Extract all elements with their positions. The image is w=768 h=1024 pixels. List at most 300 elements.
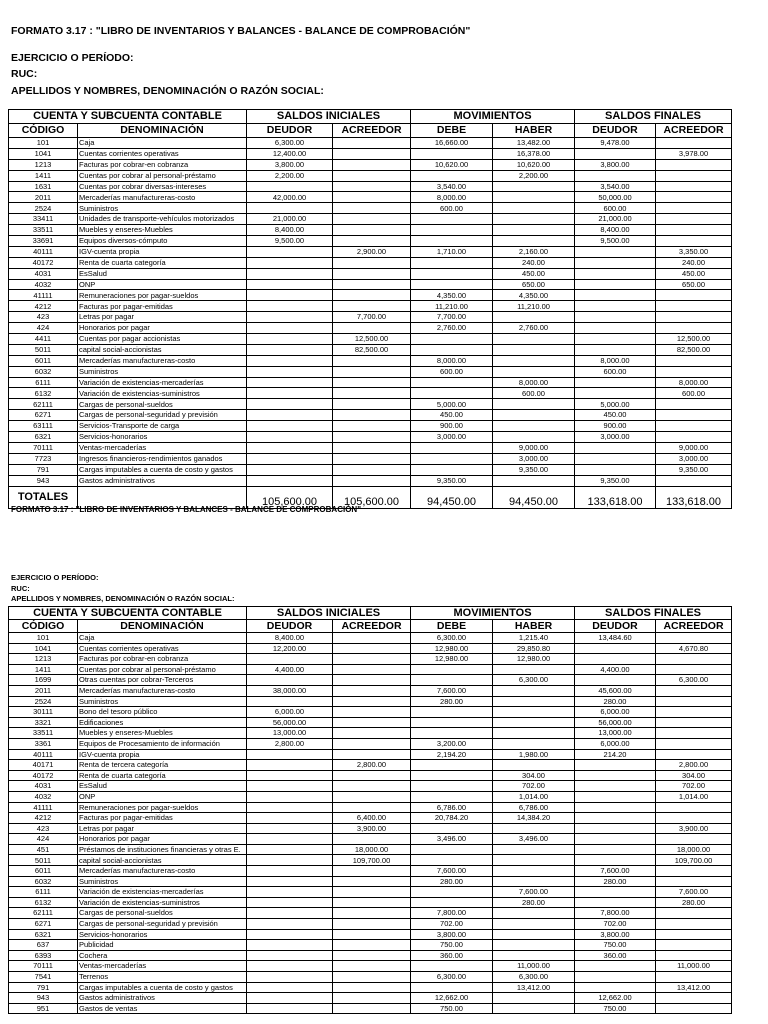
account-code: 40111	[9, 749, 78, 760]
initial-acreedor	[333, 961, 411, 972]
account-name: Cargas de personal-sueldos	[78, 908, 247, 919]
haber	[493, 214, 575, 225]
initial-acreedor	[333, 791, 411, 802]
initial-acreedor	[333, 654, 411, 665]
final-acreedor	[656, 1003, 732, 1014]
account-name: Facturas por pagar-emitidas	[78, 301, 247, 312]
debe	[411, 268, 493, 279]
table-row	[9, 993, 732, 1004]
final-deudor: 3,800.00	[575, 159, 656, 170]
account-name: Muebles y enseres-Muebles	[78, 728, 247, 739]
initial-acreedor	[333, 866, 411, 877]
haber: 6,300.00	[493, 972, 575, 983]
total-initial-deudor: 105,600.00	[247, 486, 333, 508]
final-acreedor: 18,000.00	[656, 844, 732, 855]
final-acreedor	[656, 290, 732, 301]
initial-acreedor	[333, 432, 411, 443]
debe	[411, 770, 493, 781]
initial-acreedor	[333, 464, 411, 475]
initial-deudor	[247, 268, 333, 279]
account-name: Variación de existencias-mercaderías	[78, 377, 247, 388]
col-initial-acreedor-2: ACREEDOR	[333, 620, 411, 633]
haber: 16,378.00	[493, 148, 575, 159]
haber: 450.00	[493, 268, 575, 279]
final-acreedor	[656, 685, 732, 696]
initial-acreedor	[333, 929, 411, 940]
initial-acreedor	[333, 919, 411, 930]
table-row	[9, 664, 732, 675]
table-row	[9, 268, 732, 279]
table-row	[9, 696, 732, 707]
haber: 650.00	[493, 279, 575, 290]
account-code: 1041	[9, 148, 78, 159]
account-name: Cuentas por pagar accionistas	[78, 334, 247, 345]
account-code: 637	[9, 940, 78, 951]
debe	[411, 707, 493, 718]
account-name: Variación de existencias-mercaderías	[78, 887, 247, 898]
initial-deudor	[247, 897, 333, 908]
table-row	[9, 717, 732, 728]
table-row	[9, 929, 732, 940]
final-acreedor	[656, 728, 732, 739]
final-acreedor	[656, 475, 732, 486]
initial-deudor: 3,800.00	[247, 159, 333, 170]
haber: 6,300.00	[493, 675, 575, 686]
haber: 6,786.00	[493, 802, 575, 813]
final-deudor: 3,800.00	[575, 929, 656, 940]
initial-deudor	[247, 823, 333, 834]
account-name: IGV-cuenta propia	[78, 749, 247, 760]
initial-acreedor	[333, 982, 411, 993]
haber	[493, 366, 575, 377]
initial-deudor: 6,000.00	[247, 707, 333, 718]
table-row	[9, 148, 732, 159]
final-deudor	[575, 982, 656, 993]
debe: 7,600.00	[411, 685, 493, 696]
total-debe: 94,450.00	[411, 486, 493, 508]
initial-acreedor	[333, 685, 411, 696]
final-deudor: 750.00	[575, 940, 656, 951]
debe: 6,300.00	[411, 972, 493, 983]
initial-deudor	[247, 972, 333, 983]
initial-deudor	[247, 675, 333, 686]
initial-acreedor	[333, 908, 411, 919]
haber	[493, 685, 575, 696]
haber: 3,000.00	[493, 453, 575, 464]
debe: 11,210.00	[411, 301, 493, 312]
final-deudor	[575, 170, 656, 181]
final-deudor: 7,800.00	[575, 908, 656, 919]
debe: 600.00	[411, 366, 493, 377]
final-deudor	[575, 802, 656, 813]
table-row	[9, 181, 732, 192]
final-acreedor	[656, 366, 732, 377]
initial-deudor	[247, 940, 333, 951]
initial-deudor	[247, 181, 333, 192]
debe: 8,000.00	[411, 192, 493, 203]
account-name: Cuentas por cobrar al personal-préstamo	[78, 664, 247, 675]
account-name: Gastos de ventas	[78, 1003, 247, 1014]
account-name: Facturas por pagar-emitidas	[78, 813, 247, 824]
final-deudor	[575, 388, 656, 399]
table-row	[9, 214, 732, 225]
initial-deudor: 9,500.00	[247, 236, 333, 247]
final-deudor	[575, 770, 656, 781]
account-code: 33691	[9, 236, 78, 247]
final-acreedor: 8,000.00	[656, 377, 732, 388]
debe	[411, 279, 493, 290]
account-code: 423	[9, 823, 78, 834]
period-label: EJERCICIO O PERÍODO:	[11, 52, 134, 64]
haber: 280.00	[493, 897, 575, 908]
initial-acreedor	[333, 696, 411, 707]
debe	[411, 664, 493, 675]
final-acreedor: 82,500.00	[656, 344, 732, 355]
debe	[411, 442, 493, 453]
ruc-label: RUC:	[11, 68, 38, 80]
table-row	[9, 246, 732, 257]
account-code: 6011	[9, 866, 78, 877]
initial-acreedor	[333, 950, 411, 961]
account-name: Facturas por cobrar-en cobranza	[78, 654, 247, 665]
final-acreedor	[656, 749, 732, 760]
table-row	[9, 312, 732, 323]
col-final-deudor-2: DEUDOR	[575, 620, 656, 633]
final-deudor: 750.00	[575, 1003, 656, 1014]
initial-deudor	[247, 1003, 333, 1014]
initial-acreedor: 2,800.00	[333, 760, 411, 771]
account-code: 63111	[9, 421, 78, 432]
account-name: Cargas de personal-seguridad y previsión	[78, 919, 247, 930]
account-name: Letras por pagar	[78, 823, 247, 834]
final-acreedor	[656, 170, 732, 181]
col-debe-2: DEBE	[411, 620, 493, 633]
total-final-deudor: 133,618.00	[575, 486, 656, 508]
initial-acreedor	[333, 442, 411, 453]
final-deudor: 13,484.60	[575, 633, 656, 644]
debe: 20,784.20	[411, 813, 493, 824]
final-acreedor	[656, 664, 732, 675]
account-code: 6132	[9, 897, 78, 908]
final-acreedor	[656, 908, 732, 919]
haber: 13,412.00	[493, 982, 575, 993]
initial-deudor	[247, 844, 333, 855]
initial-acreedor	[333, 897, 411, 908]
initial-deudor	[247, 802, 333, 813]
header-group-movements: MOVIMIENTOS	[411, 110, 575, 124]
initial-deudor	[247, 323, 333, 334]
trial-balance-table-2	[8, 606, 732, 1014]
final-acreedor: 11,000.00	[656, 961, 732, 972]
initial-acreedor	[333, 475, 411, 486]
initial-deudor	[247, 876, 333, 887]
initial-acreedor	[333, 170, 411, 181]
table-row	[9, 919, 732, 930]
initial-deudor	[247, 399, 333, 410]
final-deudor: 214.20	[575, 749, 656, 760]
initial-acreedor	[333, 377, 411, 388]
initial-deudor: 42,000.00	[247, 192, 333, 203]
account-code: 951	[9, 1003, 78, 1014]
table-row	[9, 802, 732, 813]
account-name: Cochera	[78, 950, 247, 961]
final-acreedor: 1,014.00	[656, 791, 732, 802]
table-row	[9, 738, 732, 749]
table-row	[9, 323, 732, 334]
haber	[493, 192, 575, 203]
initial-deudor	[247, 982, 333, 993]
account-code: 1411	[9, 170, 78, 181]
haber	[493, 993, 575, 1004]
final-deudor	[575, 453, 656, 464]
debe: 3,496.00	[411, 834, 493, 845]
account-name: Honorarios por pagar	[78, 834, 247, 845]
haber	[493, 432, 575, 443]
account-name: IGV-cuenta propia	[78, 246, 247, 257]
initial-acreedor	[333, 214, 411, 225]
initial-acreedor	[333, 399, 411, 410]
final-acreedor	[656, 203, 732, 214]
table-row	[9, 728, 732, 739]
table-row	[9, 707, 732, 718]
account-code: 6132	[9, 388, 78, 399]
table-row	[9, 961, 732, 972]
final-acreedor	[656, 312, 732, 323]
account-code: 6271	[9, 919, 78, 930]
initial-acreedor: 6,400.00	[333, 813, 411, 824]
debe: 3,540.00	[411, 181, 493, 192]
haber: 2,200.00	[493, 170, 575, 181]
initial-deudor: 4,400.00	[247, 664, 333, 675]
account-code: 6032	[9, 876, 78, 887]
initial-acreedor	[333, 876, 411, 887]
final-acreedor: 450.00	[656, 268, 732, 279]
account-code: 4032	[9, 279, 78, 290]
initial-acreedor	[333, 323, 411, 334]
table-row	[9, 781, 732, 792]
debe: 4,350.00	[411, 290, 493, 301]
final-deudor: 12,662.00	[575, 993, 656, 1004]
haber	[493, 844, 575, 855]
account-name: Servicios-honorarios	[78, 929, 247, 940]
haber: 7,600.00	[493, 887, 575, 898]
account-name: Cuentas por cobrar al personal-préstamo	[78, 170, 247, 181]
initial-acreedor: 3,900.00	[333, 823, 411, 834]
debe	[411, 170, 493, 181]
final-deudor: 360.00	[575, 950, 656, 961]
debe: 1,710.00	[411, 246, 493, 257]
initial-acreedor	[333, 633, 411, 644]
initial-acreedor	[333, 203, 411, 214]
debe	[411, 257, 493, 268]
account-code: 943	[9, 475, 78, 486]
haber	[493, 707, 575, 718]
debe	[411, 897, 493, 908]
final-acreedor	[656, 876, 732, 887]
initial-deudor	[247, 908, 333, 919]
initial-acreedor	[333, 290, 411, 301]
header-group-final-balances: SALDOS FINALES	[575, 110, 732, 124]
account-name: Bono del tesoro público	[78, 707, 247, 718]
final-deudor	[575, 760, 656, 771]
debe	[411, 453, 493, 464]
debe	[411, 982, 493, 993]
haber: 2,160.00	[493, 246, 575, 257]
col-haber: HABER	[493, 124, 575, 138]
final-deudor: 8,000.00	[575, 355, 656, 366]
table-row	[9, 940, 732, 951]
table-row	[9, 791, 732, 802]
debe	[411, 855, 493, 866]
final-acreedor: 7,600.00	[656, 887, 732, 898]
initial-acreedor: 109,700.00	[333, 855, 411, 866]
debe	[411, 334, 493, 345]
account-name: Edificaciones	[78, 717, 247, 728]
final-deudor: 3,000.00	[575, 432, 656, 443]
account-code: 33411	[9, 214, 78, 225]
col-initial-acreedor: ACREEDOR	[333, 124, 411, 138]
account-name: Caja	[78, 138, 247, 149]
final-deudor	[575, 897, 656, 908]
final-acreedor: 2,800.00	[656, 760, 732, 771]
account-name: Mercaderías manufactureras-costo	[78, 866, 247, 877]
debe	[411, 675, 493, 686]
initial-acreedor	[333, 664, 411, 675]
initial-deudor	[247, 760, 333, 771]
final-acreedor: 650.00	[656, 279, 732, 290]
header-group-final-balances-2: SALDOS FINALES	[575, 607, 732, 620]
debe	[411, 225, 493, 236]
debe: 16,660.00	[411, 138, 493, 149]
col-initial-deudor: DEUDOR	[247, 124, 333, 138]
haber	[493, 696, 575, 707]
initial-deudor: 12,200.00	[247, 643, 333, 654]
account-name: Mercaderías manufactureras-costo	[78, 192, 247, 203]
haber	[493, 866, 575, 877]
final-deudor	[575, 290, 656, 301]
debe: 12,980.00	[411, 643, 493, 654]
account-code: 70111	[9, 961, 78, 972]
haber	[493, 855, 575, 866]
debe: 280.00	[411, 696, 493, 707]
debe: 450.00	[411, 410, 493, 421]
debe	[411, 464, 493, 475]
debe: 750.00	[411, 1003, 493, 1014]
account-name: Suministros	[78, 203, 247, 214]
haber: 12,980.00	[493, 654, 575, 665]
account-name: Servicios-honorarios	[78, 432, 247, 443]
account-name: Mercaderías manufactureras-costo	[78, 355, 247, 366]
final-acreedor: 3,000.00	[656, 453, 732, 464]
initial-acreedor	[333, 159, 411, 170]
initial-acreedor	[333, 301, 411, 312]
company-name-label-2: APELLIDOS Y NOMBRES, DENOMINACIÓN O RAZÓN SOCIAL:	[11, 594, 235, 603]
debe: 7,800.00	[411, 908, 493, 919]
initial-deudor: 12,400.00	[247, 148, 333, 159]
header-group-account-2: CUENTA Y SUBCUENTA CONTABLE	[9, 607, 247, 620]
final-deudor	[575, 855, 656, 866]
initial-deudor	[247, 312, 333, 323]
debe	[411, 344, 493, 355]
table-row	[9, 236, 732, 247]
haber	[493, 717, 575, 728]
debe	[411, 844, 493, 855]
final-deudor	[575, 301, 656, 312]
final-acreedor	[656, 236, 732, 247]
account-code: 6393	[9, 950, 78, 961]
final-deudor	[575, 257, 656, 268]
col-final-acreedor-2: ACREEDOR	[656, 620, 732, 633]
table-row	[9, 301, 732, 312]
final-deudor	[575, 377, 656, 388]
account-name: capital social-accionistas	[78, 344, 247, 355]
header-group-account: CUENTA Y SUBCUENTA CONTABLE	[9, 110, 247, 124]
initial-acreedor	[333, 257, 411, 268]
account-code: 5011	[9, 344, 78, 355]
initial-deudor	[247, 993, 333, 1004]
account-code: 1041	[9, 643, 78, 654]
haber	[493, 940, 575, 951]
account-code: 101	[9, 633, 78, 644]
final-deudor: 7,600.00	[575, 866, 656, 877]
debe: 7,600.00	[411, 866, 493, 877]
debe: 360.00	[411, 950, 493, 961]
initial-deudor	[247, 355, 333, 366]
final-deudor: 600.00	[575, 203, 656, 214]
table-row	[9, 355, 732, 366]
initial-deudor	[247, 410, 333, 421]
account-name: Servicios-Transporte de carga	[78, 421, 247, 432]
table-row	[9, 972, 732, 983]
haber: 600.00	[493, 388, 575, 399]
account-name: Facturas por cobrar-en cobranza	[78, 159, 247, 170]
haber: 9,000.00	[493, 442, 575, 453]
haber: 8,000.00	[493, 377, 575, 388]
initial-acreedor	[333, 355, 411, 366]
header-group-initial-balances: SALDOS INICIALES	[247, 110, 411, 124]
table-row	[9, 855, 732, 866]
initial-deudor	[247, 334, 333, 345]
final-deudor: 280.00	[575, 876, 656, 887]
debe: 600.00	[411, 203, 493, 214]
haber	[493, 760, 575, 771]
header-group-initial-balances-2: SALDOS INICIALES	[247, 607, 411, 620]
initial-acreedor	[333, 192, 411, 203]
trial-balance-table	[8, 109, 732, 509]
initial-acreedor	[333, 453, 411, 464]
haber	[493, 929, 575, 940]
account-code: 40172	[9, 257, 78, 268]
account-name: Variación de existencias-suministros	[78, 897, 247, 908]
initial-deudor: 8,400.00	[247, 633, 333, 644]
account-name: Gastos administrativos	[78, 475, 247, 486]
account-name: ONP	[78, 279, 247, 290]
account-code: 4031	[9, 781, 78, 792]
account-code: 451	[9, 844, 78, 855]
table-row	[9, 399, 732, 410]
account-name: Cargas de personal-sueldos	[78, 399, 247, 410]
final-deudor	[575, 972, 656, 983]
account-name: Mercaderías manufactureras-costo	[78, 685, 247, 696]
table-row	[9, 410, 732, 421]
initial-acreedor	[333, 834, 411, 845]
initial-deudor	[247, 290, 333, 301]
haber	[493, 312, 575, 323]
final-acreedor	[656, 972, 732, 983]
account-name: capital social-accionistas	[78, 855, 247, 866]
final-acreedor: 9,350.00	[656, 464, 732, 475]
final-deudor: 56,000.00	[575, 717, 656, 728]
